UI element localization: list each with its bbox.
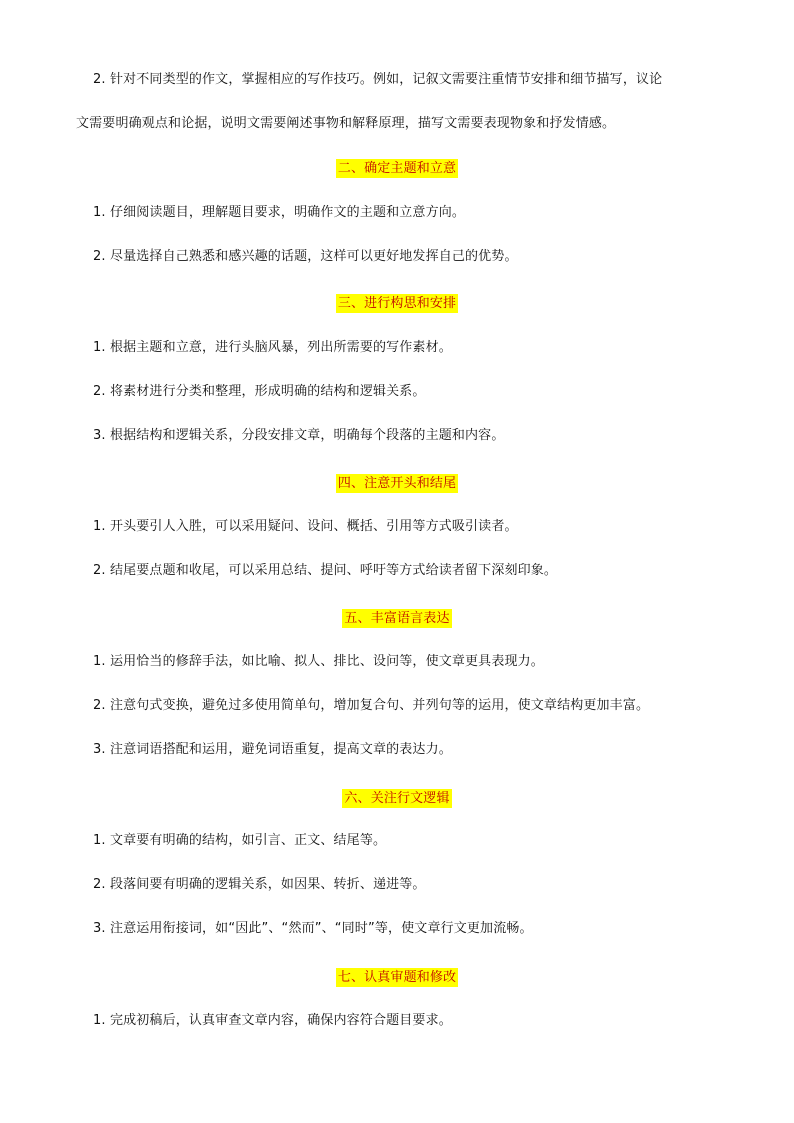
list-item: 1. 开头要引人入胜，可以采用疑问、设问、概括、引用等方式吸引读者。: [93, 519, 518, 534]
list-item: 1. 运用恰当的修辞手法，如比喻、拟人、排比、设问等，使文章更具表现力。: [93, 654, 544, 669]
section-heading-3: [0, 292, 794, 313]
heading-text: 二、确定主题和立意: [337, 161, 457, 176]
list-item: 2. 尽量选择自己熟悉和感兴趣的话题，这样可以更好地发挥自己的优势。: [93, 249, 518, 264]
list-item: 2. 结尾要点题和收尾，可以采用总结、提问、呼吁等方式给读者留下深刻印象。: [93, 563, 558, 578]
intro-line-2: 文需要明确观点和论据，说明文需要阐述事物和解释原理，描写文需要表现物象和抒发情感。: [76, 116, 616, 131]
list-item: 1. 仔细阅读题目，理解题目要求，明确作文的主题和立意方向。: [93, 205, 466, 220]
list-item: 1. 根据主题和立意，进行头脑风暴，列出所需要的写作素材。: [93, 340, 452, 355]
heading-text: 三、进行构思和安排: [337, 296, 457, 311]
heading-text: 七、认真审题和修改: [337, 970, 457, 985]
list-item: 1. 完成初稿后，认真审查文章内容，确保内容符合题目要求。: [93, 1013, 452, 1028]
list-item: 3. 根据结构和逻辑关系，分段安排文章，明确每个段落的主题和内容。: [93, 428, 505, 443]
section-heading-2: [0, 157, 794, 178]
section-heading-5: [0, 607, 794, 628]
list-item: 1. 文章要有明确的结构，如引言、正文、结尾等。: [93, 833, 387, 848]
intro-line-1: 2. 针对不同类型的作文，掌握相应的写作技巧。例如，记叙文需要注重情节安排和细节描写，议论: [93, 72, 663, 87]
section-heading-4: [0, 472, 794, 493]
list-item: 2. 段落间要有明确的逻辑关系，如因果、转折、递进等。: [93, 877, 426, 892]
list-item: 3. 注意词语搭配和运用，避免词语重复，提高文章的表达力。: [93, 742, 452, 757]
heading-text: 四、注意开头和结尾: [337, 476, 457, 491]
section-heading-6: [0, 787, 794, 808]
list-item: 2. 将素材进行分类和整理，形成明确的结构和逻辑关系。: [93, 384, 426, 399]
list-item: 2. 注意句式变换，避免过多使用简单句，增加复合句、并列句等的运用，使文章结构更加丰富。: [93, 698, 650, 713]
list-item: 3. 注意运用衔接词，如“因此”、“然而”、“同时”等，使文章行文更加流畅。: [93, 921, 533, 936]
section-heading-7: [0, 966, 794, 987]
heading-text: 六、关注行文逻辑: [344, 791, 450, 806]
heading-text: 五、丰富语言表达: [344, 611, 450, 626]
